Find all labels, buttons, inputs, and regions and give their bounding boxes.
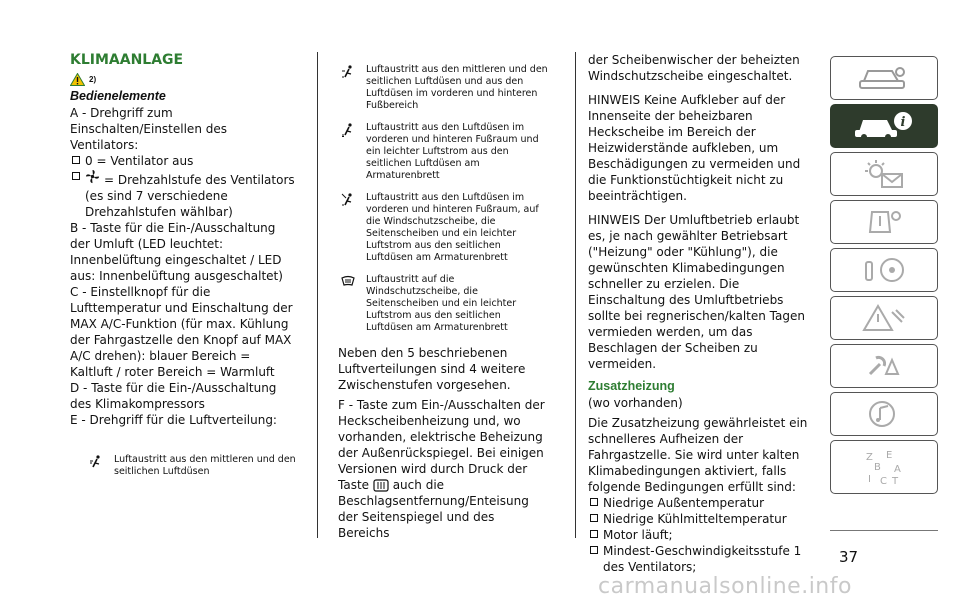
air-mode-item [338,274,548,334]
nav-tab-index[interactable] [830,440,938,494]
list-item [588,543,816,575]
column-middle [338,52,548,541]
warning-ref-number: 2) [89,74,97,84]
air-mode-text: Luftaustritt aus den mittleren und den seitlichen Luftdüsen und aus den Luftdüsen im vorderen und hinteren Fußbereich [366,64,548,111]
nav-tab-media[interactable] [830,392,938,436]
nav-tab-lights-messages[interactable] [830,152,938,196]
steering-wheel-icon [856,254,912,286]
list-item-text: Niedrige Kühlmitteltemperatur [603,512,787,526]
paragraph-f [338,397,548,541]
paragraph-d: D - Taste für die Ein-/Ausschaltung des Klimakompressors [70,381,277,411]
air-mode-item [338,122,548,182]
paragraph-f-text: die Beschlagsentfernung/Enteisung der Seitenspiegel und des Bereichs [338,478,529,540]
list-item [588,495,816,511]
air-mode-text: Luftaustritt aus den Luftdüsen im vorderen und hinteren Fußraum und ein leichter Luftstrom aus den seitlichen Luftdüsen am Armaturenbrett [366,122,539,181]
light-mail-icon [856,158,912,190]
paragraph-f-text: auch [392,478,422,492]
nav-tab-safety[interactable] [830,200,938,244]
air-face-feet-icon [338,64,358,112]
svg-text:Z: Z [866,452,873,463]
safety-icon [856,206,912,238]
air-mode-text: Luftaustritt auf die Windschutzscheibe, die Seitenscheiben und ein leichter Luftstrom aus den seitlichen Luftdüsen am Armaturenbrett [366,274,517,333]
sidebar-divider [830,530,938,531]
media-icon [856,398,912,430]
svg-text:E: E [886,450,893,461]
bullet-square-icon [72,156,80,164]
list-item [70,153,296,169]
subsection-title: Bedienelemente [70,89,166,103]
list-item-text: Motor läuft; [603,528,673,542]
note-recirculation: HINWEIS Der Umluftbetrieb erlaubt es, je nach gewählter Betriebsart ("Heizung" oder "Kühlung"), die gewünschten Klimabedingungen schneller zu erzielen. Die Einschaltung des Umluftbetriebs sollte bei regnerischen/kalten Tagen vermieden werden, um das Beschlagen der Scheiben zu vermeiden. [588,213,805,371]
column-left [70,52,296,478]
air-face-icon [86,454,106,478]
paragraph-e: E - Drehgriff für die Luftverteilung: [70,413,277,427]
paragraph-b: B - Taste für die Ein-/Ausschaltung der Umluft (LED leuchtet: Innenbelüftung eingeschaltet / LED aus: Innenbelüftung ausgeschaltet) [70,221,283,283]
list-item-text: Mindest-Geschwindigkeitsstufe 1 des Ventilators; [603,544,802,574]
column-divider [317,52,318,538]
nav-tab-maintenance[interactable] [830,344,938,388]
nav-tab-emergency[interactable] [830,296,938,340]
availability-note: (wo vorhanden) [588,396,683,410]
air-mode-item [70,454,296,478]
list-item-text: = Drehzahlstufe des Ventilators (es sind 7 verschiedene Drehzahlstufen wählbar) [85,173,295,219]
paragraph-aux-heater: Die Zusatzheizung gewährleistet ein schnelleres Aufheizen der Fahrgastzelle. Sie wird unter kalten Klimabedingungen aktiviert, falls folgende Bedingungen erfüllt sind: [588,416,808,494]
column-divider [575,52,576,538]
paragraph-f-text: F - Taste zum Ein-/Ausschalten der Heckscheibenheizung und, wo vorhanden, elektrische Beheizung der Außenrückspiegel. Bei einigen Versionen wird durch Druck der Taste [338,398,545,492]
bullet-square-icon [72,172,80,180]
nav-tab-car-dashboard[interactable] [830,56,938,100]
air-mode-item [338,192,548,264]
warning-reference [70,71,296,87]
paragraph-a: A - Drehgriff zum Einschalten/Einstellen des Ventilators: [70,106,227,152]
emergency-icon [856,302,912,334]
air-feet-windshield-icon [338,192,358,264]
warning-triangle-icon [70,73,85,86]
nav-tab-car-info[interactable] [830,104,938,148]
air-mode-text: Luftaustritt aus den Luftdüsen im vorderen und hinteren Fußraum, auf die Windschutzscheibe, die Seitenscheiben und ein leichter Luftstrom aus den seitlichen Luftdüsen am Armaturenbrett [366,192,539,263]
car-info-icon [853,110,915,142]
svg-text:T: T [892,476,899,487]
air-mode-text: Luftaustritt aus den mittleren und den seitlichen Luftdüsen [114,454,296,477]
list-item [588,511,816,527]
section-title: KLIMAANLAGE [70,52,184,68]
fan-icon [85,169,100,184]
subsection-title: Zusatzheizung [588,379,675,393]
svg-text:C: C [880,476,887,487]
windshield-defrost-icon [338,274,358,334]
nav-tab-driving[interactable] [830,248,938,292]
paragraph-intermediate: Neben den 5 beschriebenen Luftverteilungen sind 4 weitere Zwischenstufen vorgesehen. [338,346,526,392]
paragraph-wipers: der Scheibenwischer der beheizten Windschutzscheibe eingeschaltet. [588,53,800,83]
bullet-square-icon [590,530,598,538]
svg-text:A: A [894,464,901,475]
bullet-square-icon [590,514,598,522]
svg-text:B: B [874,462,881,473]
air-mode-item [338,64,548,112]
index-icon [854,446,914,488]
list-item-text: Niedrige Außentemperatur [603,496,765,510]
air-feet-icon [338,122,358,182]
svg-text:I: I [868,474,871,485]
svg-text:i: i [900,115,906,130]
list-item-text: 0 = Ventilator aus [85,154,194,168]
page-number: 37 [839,548,859,566]
bullet-square-icon [590,546,598,554]
list-item [588,527,816,543]
note-rear-window: HINWEIS Keine Aufkleber auf der Innenseite der beheizbaren Heckscheibe im Bereich der Heizwiderstände aufkleben, um Beschädigungen zu vermeiden und die Funktionstüchtigkeit nicht zu beeinträchtigen. [588,93,801,203]
watermark: carmanualsonline.info [598,574,852,599]
bullet-square-icon [590,498,598,506]
car-dashboard-icon [856,63,912,93]
paragraph-c: C - Einstellknopf für die Lufttemperatur und Einschaltung der MAX A/C-Funktion (für max. Kühlung der Fahrgastzelle den Knopf auf MAX A/C drehen): blauer Bereich = Kaltluft / roter Bereich = Warmluft [70,285,293,379]
maintenance-icon [856,350,912,382]
list-item [70,169,296,220]
column-right [588,52,816,575]
rear-defrost-icon [373,479,389,492]
